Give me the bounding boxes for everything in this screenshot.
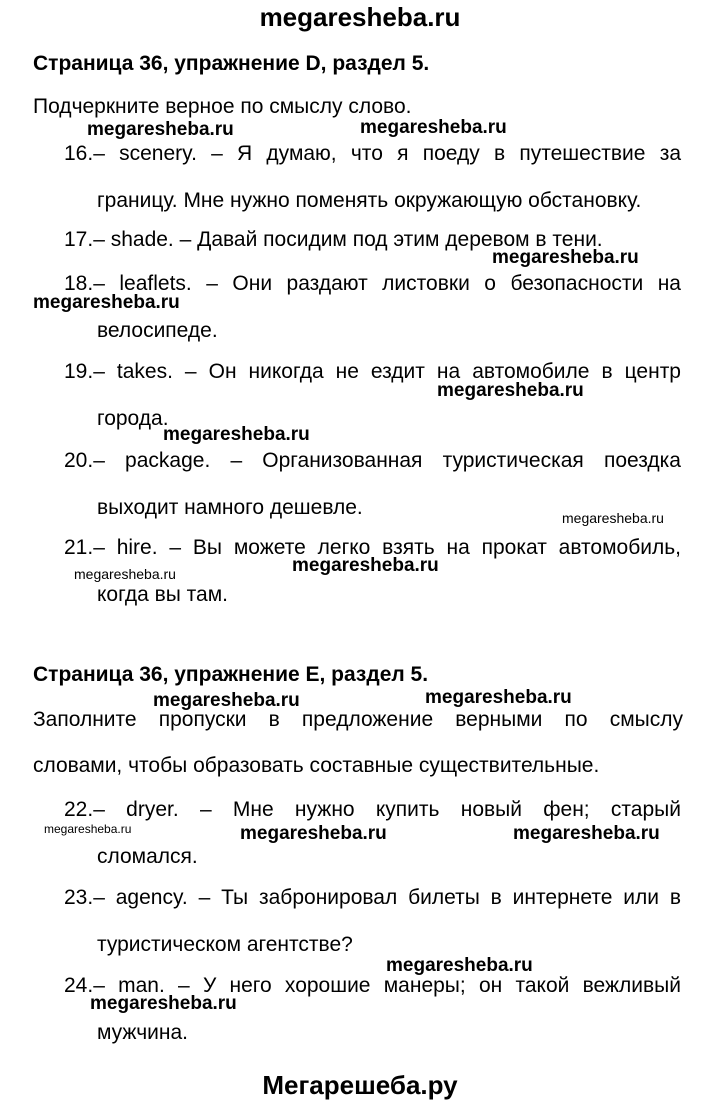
answer-item-16 bbox=[64, 130, 681, 224]
watermark: megaresheba.ru bbox=[90, 993, 237, 1014]
answer-line: границу. Мне нужно поменять окружающую обстановку. bbox=[97, 189, 642, 212]
watermark: megaresheba.ru bbox=[425, 687, 572, 708]
answer-line: сломался. bbox=[97, 845, 198, 868]
answer-line: 23.– agency. – Ты забронировал билеты в интернете или в bbox=[64, 886, 681, 909]
site-header: megaresheba.ru bbox=[259, 2, 461, 32]
watermark: megaresheba.ru bbox=[44, 822, 132, 836]
watermark: megaresheba.ru bbox=[87, 119, 234, 140]
answer-line: 16.– scenery. – Я думаю, что я поеду в путешествие за bbox=[64, 142, 681, 165]
answer-line: города. bbox=[97, 407, 169, 430]
answer-line: 19.– takes. – Он никогда не ездит на автомобиле в центр bbox=[64, 360, 681, 383]
section-e-title: Страница 36, упражнение E, раздел 5. bbox=[33, 663, 429, 686]
section-d-title: Страница 36, упражнение D, раздел 5. bbox=[33, 52, 430, 75]
answer-line: 17.– shade. – Давай посидим под этим деревом в тени. bbox=[64, 228, 603, 251]
answer-line: велосипеде. bbox=[97, 319, 218, 342]
section-d-instruction: Подчеркните верное по смыслу слово. bbox=[33, 95, 412, 118]
section-e-instruction-line2: словами, чтобы образовать составные существительные. bbox=[33, 754, 600, 777]
watermark: megaresheba.ru bbox=[163, 424, 310, 445]
watermark: megaresheba.ru bbox=[74, 566, 176, 582]
section-e-instruction-line1: Заполните пропуски в предложение верными по смыслу bbox=[33, 708, 683, 731]
watermark: megaresheba.ru bbox=[292, 555, 439, 576]
watermark: megaresheba.ru bbox=[360, 117, 507, 138]
answer-line: 18.– leaflets. – Они раздают листовки о безопасности на bbox=[64, 272, 681, 295]
watermark: megaresheba.ru bbox=[492, 247, 639, 268]
answer-line: когда вы там. bbox=[97, 583, 229, 606]
answer-line: 20.– package. – Организованная туристическая поездка bbox=[64, 449, 681, 472]
answer-line: туристическом агентстве? bbox=[97, 933, 353, 956]
watermark: megaresheba.ru bbox=[437, 380, 584, 401]
watermark: megaresheba.ru bbox=[513, 823, 660, 844]
answer-line: мужчина. bbox=[97, 1021, 189, 1044]
answer-line: выходит намного дешевле. bbox=[97, 496, 363, 519]
watermark: megaresheba.ru bbox=[33, 292, 180, 313]
watermark: megaresheba.ru bbox=[562, 510, 664, 526]
site-footer: Мегарешеба.ру bbox=[262, 1070, 458, 1100]
answer-item-23 bbox=[64, 874, 681, 968]
watermark: megaresheba.ru bbox=[386, 955, 533, 976]
watermark: megaresheba.ru bbox=[153, 690, 300, 711]
answer-item-19 bbox=[64, 348, 681, 442]
watermark: megaresheba.ru bbox=[240, 823, 387, 844]
answer-line: 21.– hire. – Вы можете легко взять на прокат автомобиль, bbox=[64, 536, 681, 559]
answer-line: 24.– man. – У него хорошие манеры; он такой вежливый bbox=[64, 974, 681, 997]
answer-line: 22.– dryer. – Мне нужно купить новый фен; старый bbox=[64, 798, 681, 821]
